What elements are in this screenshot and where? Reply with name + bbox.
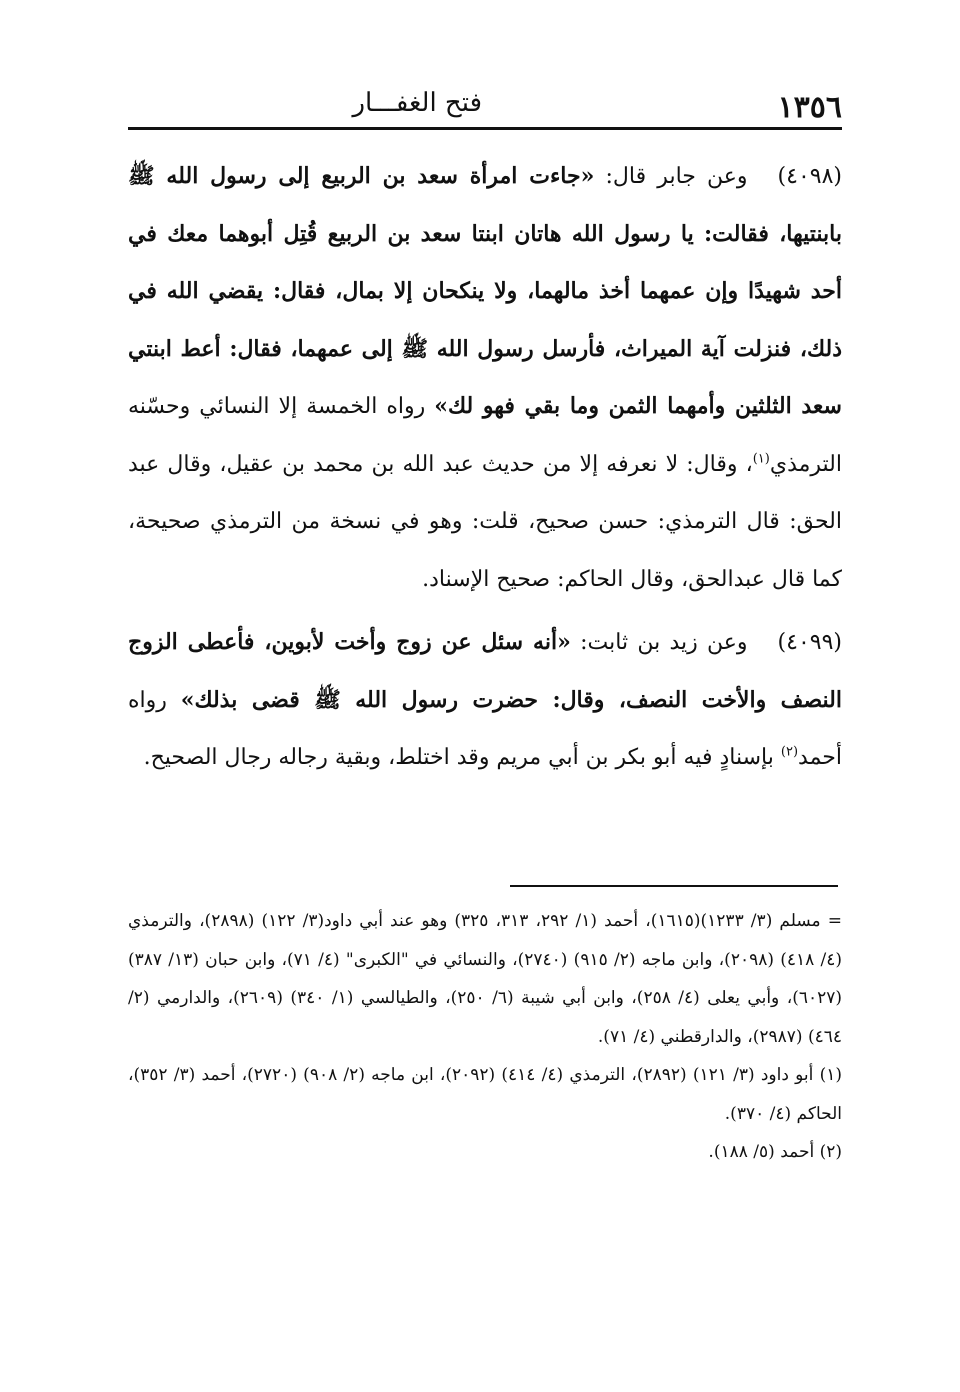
hadith-source: رواه الخمسة إلا النسائي وحسّنه الترمذي (128, 394, 842, 477)
page-number: ١٣٥٦ (777, 90, 842, 125)
footnote-2: (٢) أحمد (٥/ ١٨٨). (708, 1142, 842, 1162)
hadith-commentary: ، وقال: لا نعرفه إلا من حديث عبد الله بن محمد بن عقيل، وقال عبد الحق: قال الترمذي: حسن صحيح، قلت: وهو في نسخة من الترمذي صحيحة، كما قال عبدالحق، وقال الحاكم: صحيح الإسناد. (128, 451, 842, 592)
footnote-ref-1[interactable]: (١) (752, 451, 770, 467)
page-header (128, 86, 842, 126)
hadith-number: (٤٠٩٩) (777, 630, 842, 655)
footnotes (128, 902, 842, 1172)
hadith-intro: وعن زيد بن ثابت: (570, 630, 748, 655)
hadith-quote: «جاءت امرأة سعد بن الربيع إلى رسول الله ﷺ بابنتيها، فقالت: يا رسول الله هاتان ابنتا سعد بن الربيع قُتِل أبوهما معك في أحد شهيدًا وإن عمهما أخذ مالهما، ولا ينكحان إلا بمال، فقال: يقضي الله في ذلك، فنزلت آية الميراث، فأرسل رسول الله ﷺ إلى عمهما، فقال: أعط ابنتي سعد الثلثين وأمهما الثمن وما بقي فهو لك» (128, 163, 843, 419)
hadith-quote: «أنه سئل عن زوج وأخت لأبوين، فأعطى الزوج النصف والأخت النصف، وقال: حضرت رسول الله ﷺ قضى بذلك» (128, 629, 842, 713)
header-rule (128, 127, 842, 130)
hadith-commentary: بإسنادٍ فيه أبو بكر بن أبي مريم وقد اختلط، وبقية رجاله رجال الصحيح. (143, 745, 781, 770)
hadith-number: (٤٠٩٨) (777, 164, 842, 189)
hadith-entry-4099 (128, 614, 842, 787)
footnote-separator (510, 885, 838, 887)
hadith-source: رواه أحمد (128, 687, 842, 770)
footnote-ref-2[interactable]: (٢) (780, 744, 799, 760)
hadith-intro: وعن جابر قال: (594, 164, 748, 189)
hadith-entry-4098 (128, 148, 842, 608)
footnote-1: (١) أبو داود (٣/ ١٢١) (٢٨٩٢)، الترمذي (٤/ ٤١٤) (٢٠٩٢)، ابن ماجه (٢/ ٩٠٨) (٢٧٢٠)، أحمد (٣/ ٣٥٢)، الحاكم (٤/ ٣٧٠). (128, 1065, 842, 1124)
running-title: فتح الغفـــار (352, 88, 482, 118)
main-text (128, 148, 842, 787)
footnote-continuation: = مسلم (٣/ ١٢٣٣)(١٦١٥)، أحمد (١/ ٢٩٢، ٣١٣، ٣٢٥) وهو عند أبي داود(٣/ ١٢٢) (٢٨٩٨)، والترمذي (٤/ ٤١٨) (٢٠٩٨)، وابن ماجه (٢/ ٩١٥) (٢٧٤٠)، والنسائي في "الكبرى" (٤/ ٧١)، وابن حبان (١٣/ ٣٨٧) (٦٠٢٧)، وأبي يعلى (٤/ ٢٥٨)، وابن أبي شيبة (٦/ ٢٥٠)، والطيالسي (١/ ٣٤٠) (٢٦٠٩)، والدارمي (٢/ ٤٦٤) (٢٩٨٧)، والدارقطني (٤/ ٧١). (128, 911, 843, 1047)
